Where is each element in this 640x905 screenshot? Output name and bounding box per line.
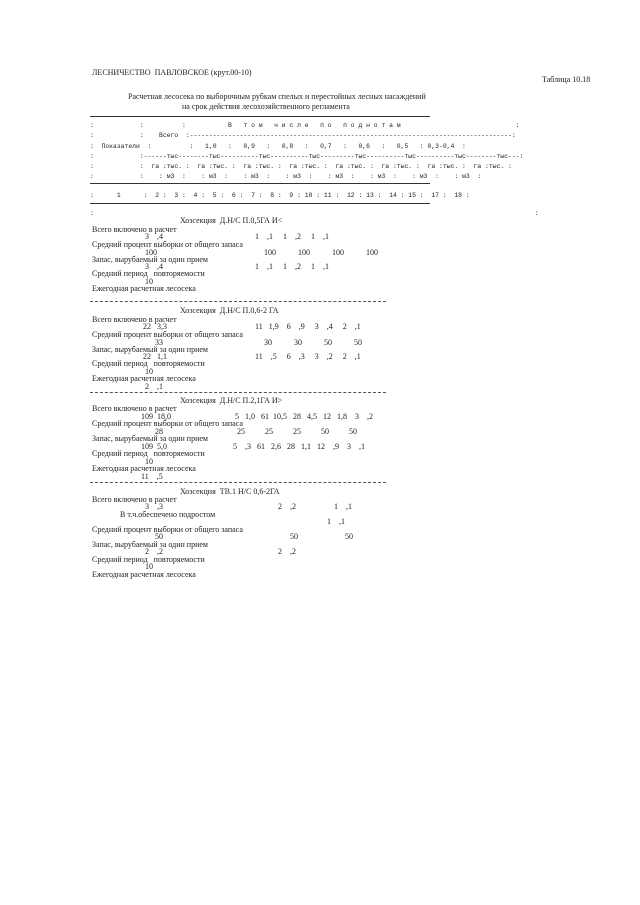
value: 2 ,2 bbox=[278, 547, 296, 556]
top-rule bbox=[90, 116, 430, 117]
value: 2 ,2 bbox=[278, 502, 296, 511]
label-period: Средний период повторяемости bbox=[92, 359, 205, 368]
value: 3 ,4 bbox=[145, 232, 163, 241]
value: 5 ,3 61 2,6 28 1,1 12 ,9 3 ,1 bbox=[233, 442, 365, 451]
label-annual: Ежегодная расчетная лесосека bbox=[92, 570, 196, 579]
label-period: Средний период повторяемости bbox=[92, 449, 205, 458]
value: 33 bbox=[155, 338, 163, 347]
table-number: Таблица 10.18 bbox=[542, 75, 591, 84]
section-title: Хозсекция Д.Н/С П.2,1ГА И> bbox=[180, 396, 283, 405]
value: 11 1,9 6 ,9 3 ,4 2 ,1 bbox=[255, 322, 361, 331]
value: 50 bbox=[345, 532, 353, 541]
label-total: Всего включено в расчет bbox=[92, 495, 177, 504]
label-total: Всего включено в расчет bbox=[92, 315, 177, 324]
value: 22 1,1 bbox=[143, 352, 167, 361]
section-divider bbox=[90, 392, 386, 393]
label-total: Всего включено в расчет bbox=[92, 225, 177, 234]
value: 22 3,3 bbox=[143, 322, 167, 331]
label-stock: Запас, вырубаемый за один прием bbox=[92, 345, 208, 354]
label-period: Средний период повторяемости bbox=[92, 555, 205, 564]
section-divider bbox=[90, 482, 386, 483]
head-row1: : : : В т о м ч и с л е п о п о д н о т а м : bbox=[90, 122, 520, 129]
value: 1 ,1 bbox=[334, 502, 352, 511]
section-title: Хозсекция ТВ.1 Н/С 0,6-2ГА bbox=[180, 487, 280, 496]
value: 10 bbox=[145, 562, 153, 571]
value: 11 ,5 6 ,3 3 ,2 2 ,1 bbox=[255, 352, 361, 361]
mid-rule bbox=[90, 183, 430, 184]
label-percent: Средний процент выборки от общего запаса bbox=[92, 525, 243, 534]
value: 1 ,1 1 ,2 1 ,1 bbox=[255, 262, 329, 271]
head-row7: : 1 : 2 : 3 : 4 : 5 : 6 : 7 : 8 : 9 : 10 : 11 : 12 : 13 : 14 : 15 : 17 : 18 : bbox=[90, 192, 470, 199]
value: 109 18,0 bbox=[141, 412, 171, 421]
value: 3 ,3 bbox=[145, 502, 163, 511]
value: 10 bbox=[145, 457, 153, 466]
label-stock: Запас, вырубаемый за один прием bbox=[92, 434, 208, 443]
head-row5: : : га :тыс. : га :тыс. : га :тыс. : га :тыс. : га :тыс. : га :тыс. : га :тыс. : га :тыс. : bbox=[90, 163, 512, 170]
label-annual: Ежегодная расчетная лесосека bbox=[92, 374, 196, 383]
value: 1 ,1 1 ,2 1 ,1 bbox=[255, 232, 329, 241]
value: 100 100 100 100 bbox=[264, 248, 378, 257]
value: 5 1,0 61 10,5 28 4,5 12 1,8 3 ,2 bbox=[235, 412, 373, 421]
forestry-name: ЛЕСНИЧЕСТВО ПАВЛОВСКОЕ (крут.00-10) bbox=[92, 68, 252, 77]
label-stock: Запас, вырубаемый за один прием bbox=[92, 540, 208, 549]
value: 28 bbox=[155, 427, 163, 436]
value: 1 ,1 bbox=[327, 517, 345, 526]
value: 50 bbox=[290, 532, 298, 541]
value: 100 bbox=[145, 248, 157, 257]
value: 10 bbox=[145, 277, 153, 286]
label-percent: Средний процент выборки от общего запаса bbox=[92, 419, 243, 428]
label-period: Средний период повторяемости bbox=[92, 269, 205, 278]
label-annual: Ежегодная расчетная лесосека bbox=[92, 284, 196, 293]
value: 3 ,4 bbox=[145, 262, 163, 271]
value: 10 bbox=[145, 367, 153, 376]
table-title-line2: на срок действия лесохозяйственного регламента bbox=[182, 102, 350, 111]
label-percent: Средний процент выборки от общего запаса bbox=[92, 240, 243, 249]
label-total: Всего включено в расчет bbox=[92, 404, 177, 413]
value: 50 bbox=[155, 532, 163, 541]
table-title-line1: Расчетная лесосека по выборочным рубкам спелых и перестойных лесных насаждений bbox=[128, 92, 426, 101]
head-row2: : : Всего :------------------------------------------------------------------------------------: bbox=[90, 132, 516, 139]
section-title: Хозсекция Д.Н/С П.0,6-2 ГА bbox=[180, 306, 279, 315]
value: 2 ,2 bbox=[145, 547, 163, 556]
head-row3: : Показатели : : 1,0 : 0,9 : 0,8 : 0,7 : 0,6 : 0,5 : 0,3-0,4 : bbox=[90, 143, 466, 150]
head-row8: : : bbox=[90, 210, 539, 217]
value: 109 5,0 bbox=[141, 442, 167, 451]
value: 25 25 25 50 50 bbox=[237, 427, 357, 436]
head-row4: : :------тыс--------тыс----------тыс----------тыс---------тыс----------тыс----------тыс--------тыс---: bbox=[90, 153, 524, 160]
section-title: Хозсекция Д.Н/С П.0,5ГА И< bbox=[180, 216, 283, 225]
label-annual: Ежегодная расчетная лесосека bbox=[92, 464, 196, 473]
head-row6: : : : м3 : : м3 : : м3 : : м3 : : м3 : : м3 : : м3 : : м3 : bbox=[90, 173, 482, 180]
value: 11 ,5 bbox=[141, 472, 163, 481]
value: 2 ,1 bbox=[145, 382, 163, 391]
label-stock: Запас, вырубаемый за один прием bbox=[92, 255, 208, 264]
label-percent: Средний процент выборки от общего запаса bbox=[92, 330, 243, 339]
section-divider bbox=[90, 301, 386, 302]
head-bottom-rule bbox=[90, 203, 430, 204]
value: 30 30 50 50 bbox=[264, 338, 362, 347]
label-undergrowth: В т.ч.обеспечено подростом bbox=[120, 510, 216, 519]
